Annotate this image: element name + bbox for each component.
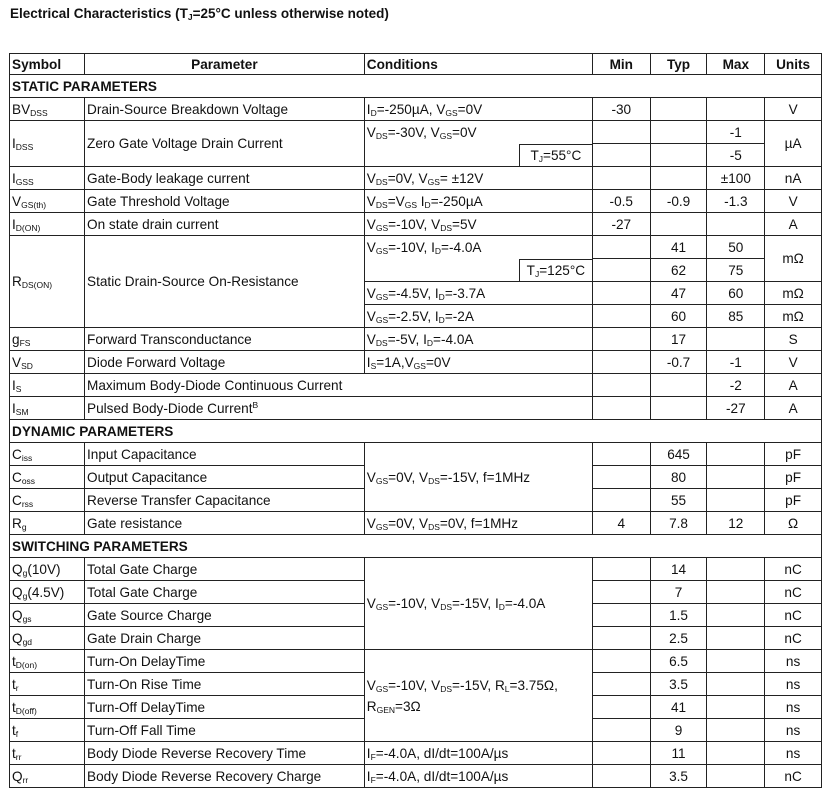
page-title: Electrical Characteristics ($T_J=25^\circ C$ unless otherwise noted)	[10, 6, 389, 22]
parameter: Zero Gate Voltage Drain Current	[85, 121, 365, 167]
tj-condition: $T_J=55^\circ C$	[519, 144, 592, 166]
conditions: $V_{GS}=0V$, $V_{DS}=0V$, f=1MHz	[364, 512, 592, 535]
symbol: $Q_g(4.5V)$	[10, 581, 85, 604]
unit: nC	[765, 581, 822, 604]
max: -5	[707, 144, 765, 167]
min	[592, 167, 650, 190]
max	[707, 673, 765, 696]
conditions: $V_{DS}=-5V$, $I_D=-4.0A$	[364, 328, 592, 351]
unit: A	[765, 397, 822, 420]
conditions: $I_S=1A,V_{GS}=0V$	[364, 351, 592, 374]
unit: pF	[765, 443, 822, 466]
conditions: $V_{DS}=V_{GS}$ $I_D=-250\mu A$	[364, 190, 592, 213]
conditions: $V_{DS}=0V$, $V_{GS}= \pm 12V$	[364, 167, 592, 190]
max	[707, 650, 765, 673]
parameter: Maximum Body-Diode Continuous Current	[85, 374, 593, 397]
typ: 6.5	[650, 650, 707, 673]
max	[707, 581, 765, 604]
parameter: Gate Source Charge	[85, 604, 365, 627]
min	[592, 351, 650, 374]
max	[707, 742, 765, 765]
min: -30	[592, 98, 650, 121]
conditions: $V_{GS}=-4.5V$, $I_D=-3.7A$	[364, 282, 592, 305]
section-title: STATIC PARAMETERS	[10, 75, 822, 98]
typ	[650, 144, 707, 167]
min	[592, 466, 650, 489]
symbol: $I_{D(ON)}$	[10, 213, 85, 236]
conditions: $V_{GS}=-10V$, $V_{DS}=-15V$, $I_D=-4.0A$	[364, 558, 592, 650]
table-row	[10, 167, 822, 190]
conditions: $V_{GS}=-10V$, $I_D=-4.0A$	[364, 236, 592, 259]
typ: 9	[650, 719, 707, 742]
typ	[650, 374, 707, 397]
typ	[650, 167, 707, 190]
unit: mΩ	[765, 236, 822, 282]
table-row	[10, 351, 822, 374]
typ	[650, 397, 707, 420]
max: 50	[707, 236, 765, 259]
typ	[650, 213, 707, 236]
parameter: Body Diode Reverse Recovery Charge	[85, 765, 365, 788]
parameter: Turn-Off DelayTime	[85, 696, 365, 719]
conditions-tj	[364, 259, 592, 282]
symbol: $V_{SD}$	[10, 351, 85, 374]
unit: nC	[765, 558, 822, 581]
symbol: $t_f$	[10, 719, 85, 742]
symbol: $V_{GS(th)}$	[10, 190, 85, 213]
symbol: $t_r$	[10, 673, 85, 696]
typ: 3.5	[650, 765, 707, 788]
table-row	[10, 558, 822, 581]
symbol: $Q_{rr}$	[10, 765, 85, 788]
unit: pF	[765, 466, 822, 489]
symbol: $I_{GSS}$	[10, 167, 85, 190]
unit: µA	[765, 121, 822, 167]
unit: ns	[765, 742, 822, 765]
symbol: $BV_{DSS}$	[10, 98, 85, 121]
conditions: $I_F=-4.0A$, dI/dt=100A/µs	[364, 765, 592, 788]
max: 85	[707, 305, 765, 328]
symbol: $t_{D(on)}$	[10, 650, 85, 673]
symbol: $C_{rss}$	[10, 489, 85, 512]
section-title: DYNAMIC PARAMETERS	[10, 420, 822, 443]
symbol: $R_{DS(ON)}$	[10, 236, 85, 328]
typ: -0.9	[650, 190, 707, 213]
min	[592, 558, 650, 581]
table-row	[10, 236, 822, 259]
parameter: Gate resistance	[85, 512, 365, 535]
max	[707, 765, 765, 788]
max: -1	[707, 351, 765, 374]
max: 75	[707, 259, 765, 282]
conditions	[364, 650, 592, 742]
section-switching	[10, 535, 822, 558]
min	[592, 742, 650, 765]
col-max: Max	[707, 54, 765, 75]
min	[592, 374, 650, 397]
conditions: $V_{GS}=0V$, $V_{DS}=-15V$, f=1MHz	[364, 443, 592, 512]
col-parameter: Parameter	[85, 54, 365, 75]
unit: ns	[765, 719, 822, 742]
min	[592, 305, 650, 328]
parameter: Body Diode Reverse Recovery Time	[85, 742, 365, 765]
typ: 47	[650, 282, 707, 305]
min	[592, 581, 650, 604]
symbol: $Q_{gd}$	[10, 627, 85, 650]
symbol: $R_g$	[10, 512, 85, 535]
table-row	[10, 121, 822, 144]
max	[707, 627, 765, 650]
unit: V	[765, 190, 822, 213]
conditions: $I_F=-4.0A$, dI/dt=100A/µs	[364, 742, 592, 765]
symbol: $t_{rr}$	[10, 742, 85, 765]
min	[592, 259, 650, 282]
max: ±100	[707, 167, 765, 190]
max	[707, 466, 765, 489]
conditions-line-1: $V_{GS}=-10V$, $V_{DS}=-15V$, $R_L=3.75\Omega$,	[366, 677, 558, 694]
unit: ns	[765, 650, 822, 673]
unit: nA	[765, 167, 822, 190]
parameter: Gate Threshold Voltage	[85, 190, 365, 213]
typ: 3.5	[650, 673, 707, 696]
max	[707, 604, 765, 627]
parameter: Gate Drain Charge	[85, 627, 365, 650]
min	[592, 397, 650, 420]
min	[592, 328, 650, 351]
symbol: $C_{iss}$	[10, 443, 85, 466]
max	[707, 98, 765, 121]
unit: ns	[765, 696, 822, 719]
unit: A	[765, 374, 822, 397]
min	[592, 144, 650, 167]
max: -27	[707, 397, 765, 420]
table-row	[10, 213, 822, 236]
typ	[650, 98, 707, 121]
parameter: Turn-On Rise Time	[85, 673, 365, 696]
typ: -0.7	[650, 351, 707, 374]
min	[592, 627, 650, 650]
max	[707, 696, 765, 719]
conditions: $I_D=-250\mu A$, $V_{GS}=0V$	[364, 98, 592, 121]
symbol: $I_{SM}$	[10, 397, 85, 420]
min	[592, 236, 650, 259]
typ: 7	[650, 581, 707, 604]
parameter: Diode Forward Voltage	[85, 351, 365, 374]
min	[592, 604, 650, 627]
typ: 2.5	[650, 627, 707, 650]
min: -0.5	[592, 190, 650, 213]
max	[707, 558, 765, 581]
col-symbol: Symbol	[10, 54, 85, 75]
parameter: Turn-Off Fall Time	[85, 719, 365, 742]
typ: 11	[650, 742, 707, 765]
conditions: $V_{GS}=-10V$, $V_{DS}=5V$	[364, 213, 592, 236]
parameter: On state drain current	[85, 213, 365, 236]
table-row	[10, 98, 822, 121]
unit: nC	[765, 765, 822, 788]
parameter: Input Capacitance	[85, 443, 365, 466]
max: 12	[707, 512, 765, 535]
unit: nC	[765, 604, 822, 627]
symbol: $Q_g(10V)$	[10, 558, 85, 581]
typ	[650, 121, 707, 144]
conditions-line-2: $R_{GEN}=3\Omega$	[366, 698, 421, 715]
unit: mΩ	[765, 282, 822, 305]
parameter: Turn-On DelayTime	[85, 650, 365, 673]
typ: 41	[650, 236, 707, 259]
symbol: $Q_{gs}$	[10, 604, 85, 627]
unit: mΩ	[765, 305, 822, 328]
unit: ns	[765, 673, 822, 696]
unit: S	[765, 328, 822, 351]
parameter: Reverse Transfer Capacitance	[85, 489, 365, 512]
section-static	[10, 75, 822, 98]
max: 60	[707, 282, 765, 305]
conditions-tj	[364, 144, 592, 167]
symbol: $I_S$	[10, 374, 85, 397]
symbol: $t_{D(off)}$	[10, 696, 85, 719]
min	[592, 673, 650, 696]
table-row	[10, 512, 822, 535]
min	[592, 443, 650, 466]
min	[592, 121, 650, 144]
max	[707, 213, 765, 236]
symbol: $g_{FS}$	[10, 328, 85, 351]
col-min: Min	[592, 54, 650, 75]
max: -2	[707, 374, 765, 397]
typ: 14	[650, 558, 707, 581]
header-row	[10, 54, 822, 75]
max	[707, 328, 765, 351]
table-row	[10, 765, 822, 788]
typ: 41	[650, 696, 707, 719]
col-typ: Typ	[650, 54, 707, 75]
conditions: $V_{GS}=-2.5V$, $I_D=-2A$	[364, 305, 592, 328]
max: -1	[707, 121, 765, 144]
table-row	[10, 190, 822, 213]
table-row	[10, 374, 822, 397]
min	[592, 282, 650, 305]
min	[592, 696, 650, 719]
min	[592, 489, 650, 512]
typ: 80	[650, 466, 707, 489]
electrical-characteristics-table	[9, 53, 822, 788]
unit: pF	[765, 489, 822, 512]
table-row	[10, 742, 822, 765]
max	[707, 719, 765, 742]
parameter: Gate-Body leakage current	[85, 167, 365, 190]
min	[592, 650, 650, 673]
parameter: Drain-Source Breakdown Voltage	[85, 98, 365, 121]
typ: 17	[650, 328, 707, 351]
table-row	[10, 397, 822, 420]
unit: nC	[765, 627, 822, 650]
unit: Ω	[765, 512, 822, 535]
section-title: SWITCHING PARAMETERS	[10, 535, 822, 558]
parameter: Pulsed Body-Diode Current$^B$	[85, 397, 593, 420]
col-units: Units	[765, 54, 822, 75]
typ: 1.5	[650, 604, 707, 627]
min	[592, 765, 650, 788]
table-row	[10, 328, 822, 351]
parameter: Static Drain-Source On-Resistance	[85, 236, 365, 328]
max: -1.3	[707, 190, 765, 213]
table-row	[10, 650, 822, 673]
tj-condition: $T_J=125^\circ C$	[519, 259, 592, 281]
table-row	[10, 443, 822, 466]
unit: V	[765, 351, 822, 374]
max	[707, 489, 765, 512]
min: 4	[592, 512, 650, 535]
unit: A	[765, 213, 822, 236]
min: -27	[592, 213, 650, 236]
col-conditions: Conditions	[364, 54, 592, 75]
symbol: $I_{DSS}$	[10, 121, 85, 167]
typ: 55	[650, 489, 707, 512]
typ: 60	[650, 305, 707, 328]
typ: 62	[650, 259, 707, 282]
parameter: Forward Transconductance	[85, 328, 365, 351]
symbol: $C_{oss}$	[10, 466, 85, 489]
parameter: Total Gate Charge	[85, 558, 365, 581]
typ: 7.8	[650, 512, 707, 535]
conditions: $V_{DS}=-30V$, $V_{GS}=0V$	[364, 121, 592, 144]
section-dynamic	[10, 420, 822, 443]
typ: 645	[650, 443, 707, 466]
min	[592, 719, 650, 742]
parameter: Total Gate Charge	[85, 581, 365, 604]
unit: V	[765, 98, 822, 121]
max	[707, 443, 765, 466]
parameter: Output Capacitance	[85, 466, 365, 489]
